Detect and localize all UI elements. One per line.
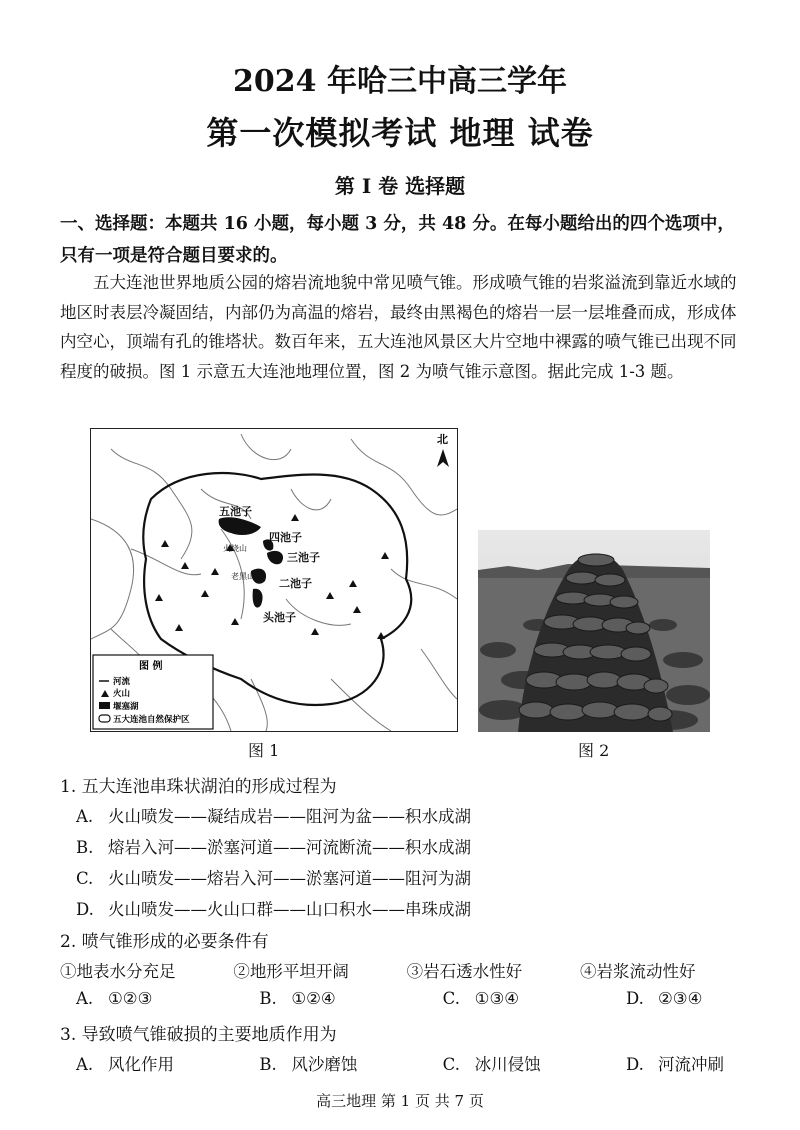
figure2-photo	[478, 530, 710, 732]
exam-title-line1: 2024 年哈三中高三学年	[233, 64, 567, 99]
reading-passage: 五大连池世界地质公园的熔岩流地貌中常见喷气锥。形成喷气锥的岩浆溢流到靠近水域的地区时表层冷凝固结，内部仍为高温的熔岩，最终由黑褐色的熔岩一层一层堆叠而成，形成体内空心，顶端有孔的锥塔状。数百年来，五大连池风景区大片空地中裸露的喷气锥已出现不同程度的破损。图 1 示意五大连池地理位置，图 2 为喷气锥示意图。据此完成 1-3 题。	[60, 273, 737, 381]
svg-text:图 例: 图 例	[139, 661, 163, 672]
mountain-label: 老黑山	[231, 572, 255, 581]
svg-text:五大连池自然保护区: 五大连池自然保护区	[113, 715, 190, 725]
map-legend	[93, 655, 213, 729]
question-2-option-b: B. ①②④	[259, 989, 336, 1008]
question-2-option-c: C. ①③④	[442, 989, 520, 1008]
question-3-options	[76, 1051, 766, 1075]
question-3-option-a: A. 风化作用	[76, 1055, 174, 1074]
page-footer: 高三地理 第 1 页 共 7 页	[316, 1092, 484, 1110]
svg-text:堰塞湖: 堰塞湖	[113, 702, 139, 712]
question-3-option-d: D. 河流冲刷	[625, 1055, 724, 1074]
condition-item: ②地形平坦开阔	[233, 962, 349, 981]
lake-label: 五池子	[219, 505, 252, 518]
question-2-options	[76, 989, 766, 1008]
svg-text:火山: 火山	[113, 689, 131, 699]
question-2-stem: 2. 喷气锥形成的必要条件有	[60, 932, 269, 952]
question-2-option-a: A. ①②③	[76, 989, 153, 1008]
lake-label: 头池子	[263, 611, 296, 624]
exam-title-line2: 第一次模拟考试 地理 试卷	[206, 114, 594, 152]
figure1-map	[90, 428, 458, 732]
north-arrow-icon	[437, 449, 449, 467]
instructions: 一、选择题：本题共 16 小题，每小题 3 分，共 48 分。在每小题给出的四个选项中，只有一项是符合题目要求的。	[60, 214, 735, 266]
question-3-option-c: C. 冰川侵蚀	[442, 1055, 541, 1074]
condition-item: ④岩浆流动性好	[579, 962, 696, 981]
question-3-stem: 3. 导致喷气锥破损的主要地质作用为	[60, 1025, 337, 1045]
question-2-conditions	[60, 958, 750, 982]
figure2-caption: 图 2	[578, 741, 610, 760]
condition-item: ①地表水分充足	[60, 962, 176, 981]
question-2-option-d: D. ②③④	[625, 989, 703, 1008]
question-1-stem: 1. 五大连池串珠状湖泊的形成过程为	[60, 777, 337, 797]
lake-label: 二池子	[279, 577, 312, 590]
question-1-option-b: B. 熔岩入河——淤塞河道——河流断流——积水成湖	[76, 838, 471, 857]
question-1-option-d: D. 火山喷发——火山口群——山口积水——串珠成湖	[76, 900, 471, 919]
section-title: 第 I 卷 选择题	[334, 174, 466, 198]
lake-label: 四池子	[269, 531, 302, 544]
mountain-label: 火烧山	[223, 544, 247, 553]
condition-item: ③岩石透水性好	[406, 962, 523, 981]
svg-text:河流: 河流	[113, 677, 131, 687]
question-1-option-a: A. 火山喷发——凝结成岩——阻河为盆——积水成湖	[76, 807, 471, 826]
figure1-caption: 图 1	[248, 741, 280, 760]
question-1-option-c: C. 火山喷发——熔岩入河——淤塞河道——阻河为湖	[76, 869, 471, 888]
north-label: 北	[437, 433, 448, 446]
question-3-option-b: B. 风沙磨蚀	[259, 1055, 358, 1074]
lake-label: 三池子	[287, 551, 320, 564]
